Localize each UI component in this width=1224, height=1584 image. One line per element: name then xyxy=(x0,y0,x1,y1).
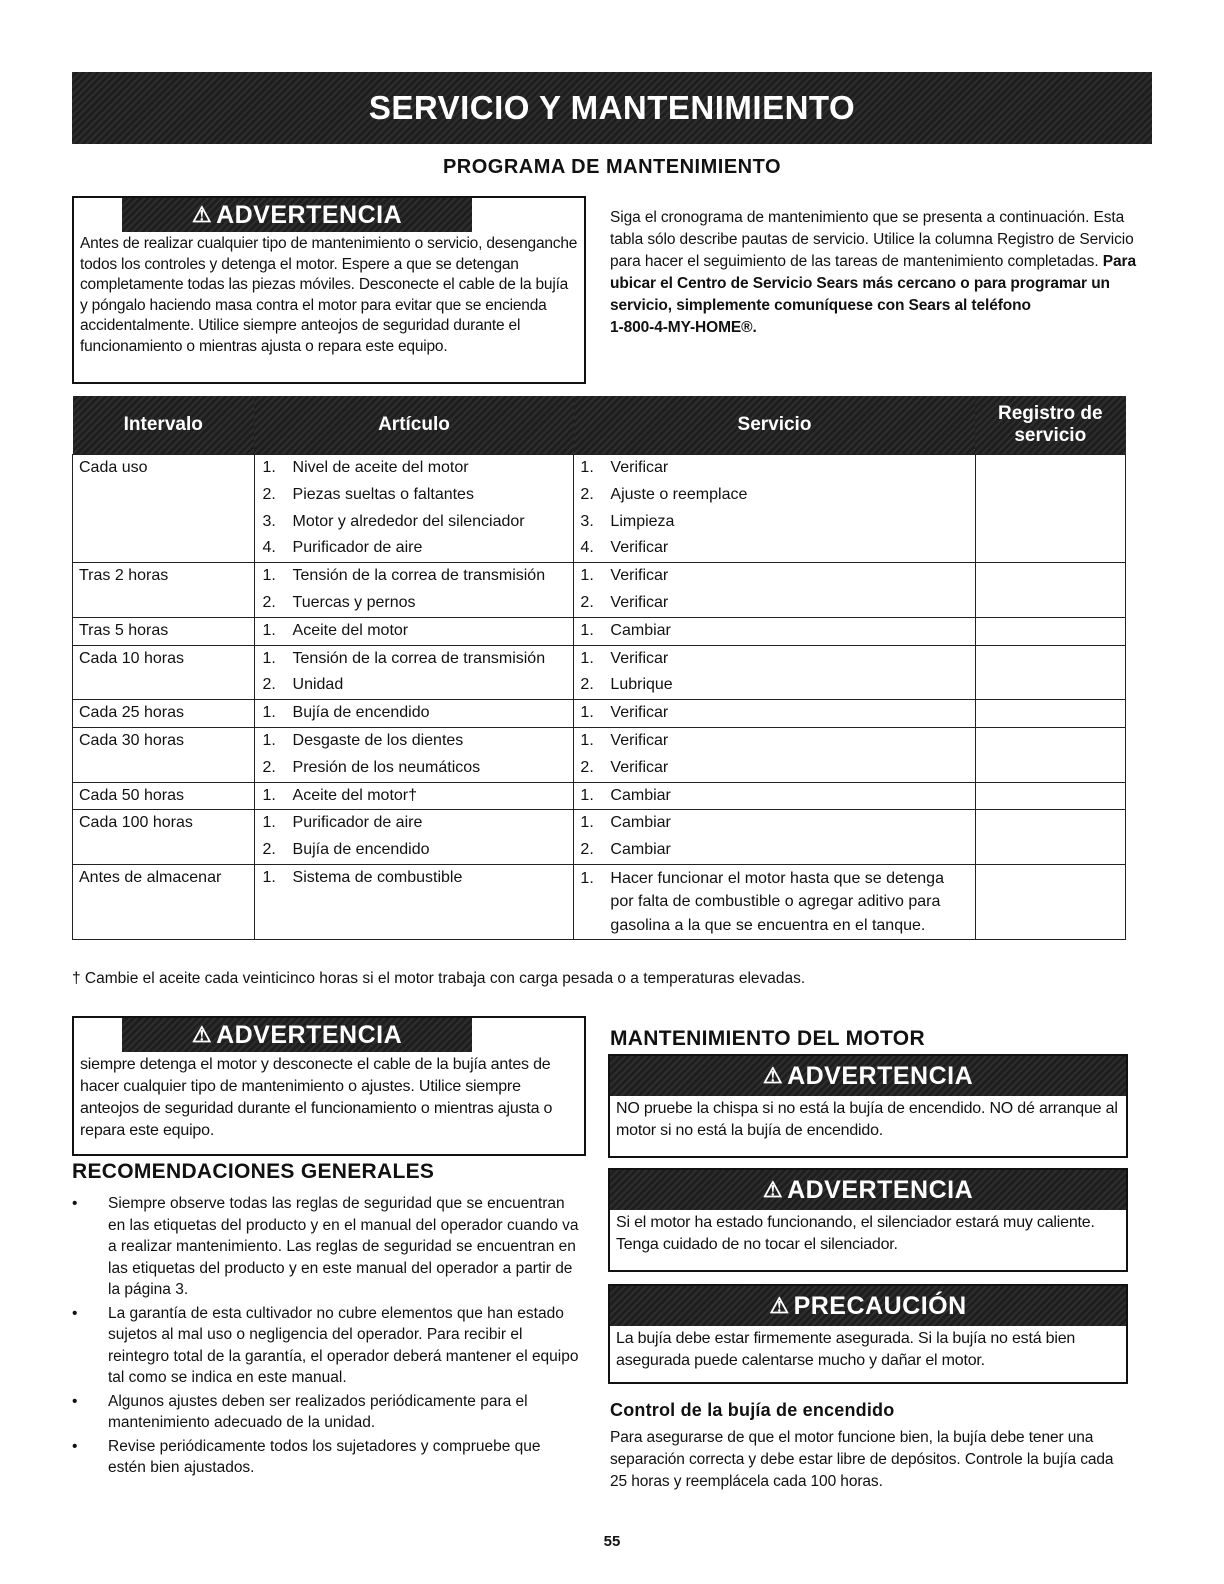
item-text: Sistema de combustible xyxy=(292,868,463,886)
interval-label: Cada 10 horas xyxy=(79,649,184,667)
interval-label: Tras 2 horas xyxy=(79,567,169,585)
item-text: Aceite del motor xyxy=(292,621,409,639)
item-cell xyxy=(254,455,574,563)
interval-label: Cada uso xyxy=(79,459,148,476)
service-number: 2. xyxy=(580,676,594,694)
service-number: 2. xyxy=(580,841,594,859)
engine-maintenance-title: MANTENIMIENTO DEL MOTOR xyxy=(610,1027,925,1050)
table-row xyxy=(73,617,1126,645)
service-entry xyxy=(580,810,974,837)
service-number: 4. xyxy=(580,539,594,557)
warning-header xyxy=(610,1170,1126,1210)
item-number: 2. xyxy=(262,676,276,694)
service-cell xyxy=(574,782,975,810)
service-record-cell xyxy=(975,455,1125,563)
warning-header xyxy=(122,198,472,232)
caution-box-spark-plug xyxy=(608,1284,1128,1384)
service-text: Cambiar xyxy=(610,786,671,804)
list-item-text: Siempre observe todas las reglas de seguridad que se encuentran en las etiquetas del producto y en el manual del operador cuando va a realizar mantenimiento. Las reglas de seguridad se encuentran en las etiquetas del producto y en este manual del operador a partir de la página 3. xyxy=(108,1195,579,1298)
item-number: 1. xyxy=(262,567,276,585)
warning-box-muffler xyxy=(608,1168,1128,1272)
service-cell xyxy=(574,864,975,940)
warning-box-disconnect xyxy=(72,1016,586,1156)
item-text: Tensión de la correa de transmisión xyxy=(292,567,546,585)
item-text: Piezas sueltas o faltantes xyxy=(292,485,474,503)
header-interval: Intervalo xyxy=(73,396,255,455)
service-text: Ajuste o reemplace xyxy=(610,485,748,503)
item-text: Presión de los neumáticos xyxy=(292,758,481,776)
service-text: Verificar xyxy=(610,731,669,749)
service-cell xyxy=(574,810,975,865)
warning-triangle-icon: ⚠ xyxy=(191,1022,213,1047)
item-cell xyxy=(254,782,574,810)
item-entry xyxy=(263,837,574,864)
page-banner xyxy=(72,72,1152,144)
item-text: Bujía de encendido xyxy=(292,841,430,859)
interval-label: Cada 100 horas xyxy=(79,814,193,832)
spark-plug-check-title: Control de la bujía de encendido xyxy=(610,1400,895,1420)
service-cell xyxy=(574,455,975,563)
warning-box-general xyxy=(72,196,586,384)
warning-header xyxy=(122,1018,472,1052)
service-number: 1. xyxy=(580,621,594,639)
service-record-cell xyxy=(975,645,1125,700)
item-number: 1. xyxy=(262,621,276,639)
service-record-cell xyxy=(975,810,1125,865)
item-entry xyxy=(263,509,574,536)
item-number: 1. xyxy=(262,786,276,804)
item-entry xyxy=(263,728,574,755)
service-record-cell xyxy=(975,864,1125,940)
table-row xyxy=(73,563,1126,618)
warning-triangle-icon: ⚠ xyxy=(762,1177,784,1202)
item-text: Tensión de la correa de transmisión xyxy=(292,649,546,667)
service-text: Verificar xyxy=(610,593,669,611)
item-entry xyxy=(263,810,574,837)
spark-plug-check-text: Para asegurarse de que el motor funcione bien, la bujía debe tener una separación correcta y debe estar libre de depósitos. Controle la bujía cada 25 horas y reemplácela cada 100 horas. xyxy=(610,1429,1114,1490)
item-text: Unidad xyxy=(292,676,344,694)
list-item xyxy=(72,1391,582,1434)
item-number: 2. xyxy=(262,758,276,776)
interval-cell xyxy=(73,810,255,865)
item-text: Nivel de aceite del motor xyxy=(292,459,469,476)
service-number: 1. xyxy=(580,869,594,887)
caution-text: La bujía debe estar firmemente asegurada. Si la bujía no está bien asegurada puede calentarse mucho y dañar el motor. xyxy=(616,1330,1076,1369)
service-number: 1. xyxy=(580,704,594,722)
service-entry xyxy=(580,700,974,727)
warning-text: NO pruebe la chispa si no está la bujía de encendido. NO dé arranque al motor si no está la bujía de encendido. xyxy=(616,1100,1118,1139)
item-entry xyxy=(263,672,574,699)
caution-header xyxy=(610,1286,1126,1326)
item-entry xyxy=(263,482,574,509)
warning-box-spark-test xyxy=(608,1054,1128,1158)
warning-header-label: ADVERTENCIA xyxy=(216,1020,403,1049)
service-text: Hacer funcionar el motor hasta que se detenga por falta de combustible o agregar aditivo para gasolina a la que se encuentra en el tanque. xyxy=(610,869,944,934)
interval-cell xyxy=(73,645,255,700)
warning-header-label: ADVERTENCIA xyxy=(787,1061,974,1090)
item-number: 1. xyxy=(262,649,276,667)
item-number: 4. xyxy=(262,539,276,557)
table-row xyxy=(73,727,1126,782)
service-entry xyxy=(580,783,974,810)
table-header-row xyxy=(73,396,1126,455)
bullet-icon: • xyxy=(72,1195,78,1212)
warning-text: Si el motor ha estado funcionando, el silenciador estará muy caliente. Tenga cuidado de no tocar el silenciador. xyxy=(616,1214,1095,1253)
item-cell xyxy=(254,864,574,940)
service-text: Cambiar xyxy=(610,841,671,859)
service-entry xyxy=(580,535,974,562)
service-entry xyxy=(580,865,974,940)
table-row xyxy=(73,864,1126,940)
service-record-cell xyxy=(975,617,1125,645)
item-cell xyxy=(254,563,574,618)
header-service: Servicio xyxy=(574,396,975,455)
service-entry xyxy=(580,455,974,482)
service-number: 1. xyxy=(580,814,594,832)
service-entry xyxy=(580,646,974,673)
header-service-record: Registro de servicio xyxy=(975,396,1125,455)
service-number: 2. xyxy=(580,758,594,776)
warning-text: siempre detenga el motor y desconecte el cable de la bujía antes de hacer cualquier tipo de mantenimiento o ajustes. Utilice siempre anteojos de seguridad durante el funcionamiento o mientras ajusta o repara este equipo. xyxy=(80,1056,553,1139)
service-text: Verificar xyxy=(610,704,669,722)
service-text: Verificar xyxy=(610,459,669,476)
item-number: 1. xyxy=(262,704,276,722)
item-text: Aceite del motor† xyxy=(292,786,418,804)
item-cell xyxy=(254,810,574,865)
item-number: 1. xyxy=(262,459,276,476)
warning-text: Antes de realizar cualquier tipo de mantenimiento o servicio, desenganche todos los controles y detenga el motor. Espere a que se detengan completamente todas las piezas móviles. Desconecte el cable de la bujía y póngalo haciendo masa contra el motor para evitar que se encienda accidentalmente. Utilice siempre anteojos de seguridad durante el funcionamiento o mientras ajusta o repara este equipo. xyxy=(80,235,578,355)
service-text: Limpieza xyxy=(610,512,675,530)
bullet-icon: • xyxy=(72,1392,78,1410)
interval-cell xyxy=(73,864,255,940)
warning-header xyxy=(610,1056,1126,1096)
service-number: 1. xyxy=(580,649,594,667)
intro-text: Siga el cronograma de mantenimiento que se presenta a continuación. Esta tabla sólo describe pautas de servicio. Utilice la columna Registro de Servicio para hacer el seguimiento de las tareas de mantenimiento completadas. xyxy=(610,209,1134,270)
item-entry xyxy=(263,455,574,482)
caution-header-label: PRECAUCIÓN xyxy=(793,1291,967,1320)
service-record-cell xyxy=(975,700,1125,728)
table-row xyxy=(73,455,1126,563)
list-item-text: La garantía de esta cultivador no cubre elementos que han estado sujetos al mal uso o negligencia del operador. Para recibir el reintegro total de la garantía, el operador deberá mantener el equipo tal como se indica en este manual. xyxy=(108,1304,579,1386)
item-text: Desgaste de los dientes xyxy=(292,731,464,749)
interval-label: Tras 5 horas xyxy=(79,621,169,639)
item-text: Motor y alrededor del silenciador xyxy=(292,512,525,530)
item-number: 1. xyxy=(262,868,276,886)
service-number: 1. xyxy=(580,731,594,749)
service-entry xyxy=(580,837,974,864)
item-number: 1. xyxy=(262,814,276,832)
list-item-text: Algunos ajustes deben ser realizados periódicamente para el mantenimiento adecuado de la unidad. xyxy=(108,1392,528,1431)
warning-triangle-icon: ⚠ xyxy=(762,1063,784,1088)
item-text: Tuercas y pernos xyxy=(292,593,416,611)
service-cell xyxy=(574,617,975,645)
table-row xyxy=(73,810,1126,865)
warning-triangle-icon: ⚠ xyxy=(769,1293,790,1318)
service-entry xyxy=(580,509,974,536)
table-footnote: † Cambie el aceite cada veinticinco horas si el motor trabaja con carga pesada o a temperaturas elevadas. xyxy=(72,970,806,987)
intro-bold-text: Para ubicar el Centro de Servicio Sears más cercano o para programar un servicio, simplemente comuníquese con Sears al teléfono xyxy=(610,253,1136,314)
section-title: PROGRAMA DE MANTENIMIENTO xyxy=(442,156,782,178)
service-text: Verificar xyxy=(610,567,669,585)
service-cell xyxy=(574,700,975,728)
service-cell xyxy=(574,727,975,782)
interval-label: Cada 30 horas xyxy=(79,731,184,749)
item-entry xyxy=(263,646,574,673)
service-text: Lubrique xyxy=(610,676,673,694)
recommendations-title: RECOMENDACIONES GENERALES xyxy=(72,1160,435,1183)
interval-cell xyxy=(73,617,255,645)
list-item xyxy=(72,1436,582,1479)
service-entry xyxy=(580,618,974,645)
service-entry xyxy=(580,590,974,617)
item-cell xyxy=(254,645,574,700)
service-cell xyxy=(574,563,975,618)
service-text: Cambiar xyxy=(610,621,671,639)
service-number: 3. xyxy=(580,512,594,530)
item-cell xyxy=(254,727,574,782)
interval-cell xyxy=(73,700,255,728)
list-item xyxy=(72,1193,582,1301)
interval-cell xyxy=(73,455,255,563)
interval-label: Antes de almacenar xyxy=(79,868,222,886)
maintenance-schedule-table xyxy=(72,396,1126,940)
item-number: 2. xyxy=(262,593,276,611)
intro-paragraph xyxy=(610,207,1140,339)
item-entry xyxy=(263,755,574,782)
header-item: Artículo xyxy=(254,396,574,455)
banner-title: SERVICIO Y MANTENIMIENTO xyxy=(368,89,856,126)
service-record-cell xyxy=(975,727,1125,782)
service-record-cell xyxy=(975,782,1125,810)
item-cell xyxy=(254,700,574,728)
service-text: Verificar xyxy=(610,539,669,557)
warning-triangle-icon: ⚠ xyxy=(191,202,213,227)
item-entry xyxy=(263,535,574,562)
item-entry xyxy=(263,783,574,810)
item-number: 2. xyxy=(262,841,276,859)
interval-label: Cada 50 horas xyxy=(79,786,184,804)
warning-header-label: ADVERTENCIA xyxy=(216,200,403,229)
item-text: Purificador de aire xyxy=(292,814,423,832)
table-row xyxy=(73,645,1126,700)
bullet-icon: • xyxy=(72,1304,78,1322)
interval-cell xyxy=(73,727,255,782)
item-entry xyxy=(263,865,574,892)
service-entry xyxy=(580,672,974,699)
service-record-cell xyxy=(975,563,1125,618)
page-number: 55 xyxy=(603,1533,621,1550)
interval-label: Cada 25 horas xyxy=(79,704,184,722)
item-text: Bujía de encendido xyxy=(292,704,430,722)
item-text: Purificador de aire xyxy=(292,539,423,557)
service-cell xyxy=(574,645,975,700)
item-entry xyxy=(263,590,574,617)
service-entry xyxy=(580,482,974,509)
warning-header-label: ADVERTENCIA xyxy=(787,1175,974,1204)
service-entry xyxy=(580,755,974,782)
service-number: 1. xyxy=(580,459,594,476)
item-number: 2. xyxy=(262,485,276,503)
bullet-icon: • xyxy=(72,1437,78,1455)
service-number: 1. xyxy=(580,786,594,804)
table-row xyxy=(73,700,1126,728)
item-cell xyxy=(254,617,574,645)
service-entry xyxy=(580,728,974,755)
list-item xyxy=(72,1303,582,1389)
service-number: 2. xyxy=(580,485,594,503)
item-entry xyxy=(263,700,574,727)
item-entry xyxy=(263,563,574,590)
table-row xyxy=(73,782,1126,810)
item-number: 3. xyxy=(262,512,276,530)
service-text: Verificar xyxy=(610,758,669,776)
service-text: Verificar xyxy=(610,649,669,667)
item-entry xyxy=(263,618,574,645)
service-text: Cambiar xyxy=(610,814,671,832)
list-item-text: Revise periódicamente todos los sujetadores y compruebe que estén bien ajustados. xyxy=(108,1437,541,1476)
service-entry xyxy=(580,563,974,590)
interval-cell xyxy=(73,782,255,810)
interval-cell xyxy=(73,563,255,618)
intro-phone: 1-800-4-MY-HOME®. xyxy=(610,319,757,336)
recommendations-list xyxy=(72,1193,582,1481)
service-number: 1. xyxy=(580,567,594,585)
service-number: 2. xyxy=(580,593,594,611)
item-number: 1. xyxy=(262,731,276,749)
